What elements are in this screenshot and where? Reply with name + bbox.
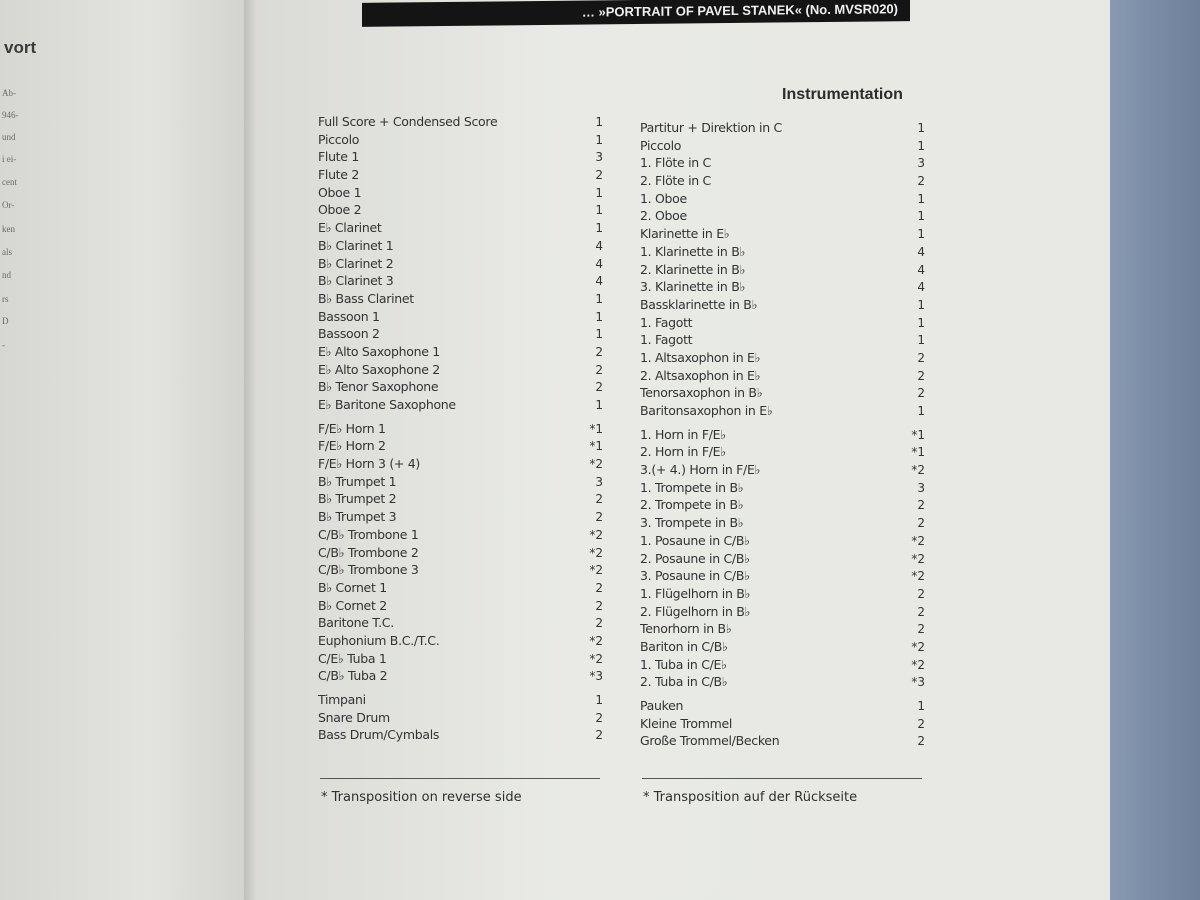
english-instrument-row — [318, 598, 603, 616]
instrument-name: Große Trommel/Becken — [640, 733, 780, 749]
english-instrument-row — [318, 149, 603, 167]
english-instrument-row — [318, 421, 603, 439]
instrument-name: Oboe 1 — [318, 184, 362, 200]
instrument-quantity: 1 — [917, 209, 925, 224]
instrument-name: 3. Posaune in C/B♭ — [640, 568, 750, 584]
left-page-heading: vort — [4, 38, 37, 57]
english-instrument-row — [318, 474, 603, 492]
english-instrument-row — [318, 167, 603, 185]
instrument-name: 2. Trompete in B♭ — [640, 497, 744, 513]
instrument-name: 2. Flügelhorn in B♭ — [640, 603, 751, 619]
instrument-quantity: 2 — [595, 344, 603, 359]
instrument-quantity: 1 — [595, 132, 603, 147]
instrument-quantity: *1 — [589, 439, 603, 454]
instrument-quantity: 4 — [595, 256, 603, 271]
instrument-name: 1. Oboe — [640, 190, 687, 206]
book-gutter — [244, 0, 258, 900]
left-page-text-fragment: rs — [2, 294, 9, 304]
instrument-name: 2. Klarinette in B♭ — [640, 261, 746, 277]
instrument-name: B♭ Trumpet 2 — [318, 491, 397, 507]
german-instrument-row — [640, 515, 925, 533]
german-instrument-row — [640, 208, 925, 226]
instrument-name: Kleine Trommel — [640, 715, 733, 731]
instrument-quantity: *2 — [589, 563, 603, 578]
english-instrument-row — [318, 491, 603, 509]
instrument-name: Baritonsaxophon in E♭ — [640, 403, 773, 418]
instrument-name: Bassoon 1 — [318, 308, 380, 324]
instrument-quantity: 1 — [917, 699, 925, 713]
english-instrument-row — [318, 326, 603, 344]
instrument-quantity: 1 — [595, 291, 603, 306]
instrument-name: F/E♭ Horn 1 — [318, 420, 386, 436]
instrument-quantity: 2 — [595, 380, 603, 395]
instrument-quantity: *2 — [589, 527, 603, 542]
instrument-name: Oboe 2 — [318, 202, 362, 218]
instrument-quantity: 2 — [917, 516, 925, 531]
instrument-name: 1. Fagott — [640, 332, 693, 348]
instrument-quantity: *2 — [589, 457, 603, 472]
instrument-quantity: *2 — [911, 639, 925, 654]
instrument-name: B♭ Cornet 1 — [318, 579, 387, 595]
german-instrument-row — [640, 332, 925, 350]
english-instrument-row — [318, 362, 603, 380]
instrument-name: 3. Klarinette in B♭ — [640, 279, 746, 295]
instrument-quantity: 2 — [595, 580, 603, 595]
english-instrument-row — [318, 256, 603, 274]
german-instrument-row — [640, 155, 925, 173]
instrument-quantity: *2 — [911, 569, 925, 584]
instrument-name: 1. Flöte in C — [640, 155, 711, 171]
instrument-quantity: 2 — [917, 498, 925, 513]
instrument-name: E♭ Alto Saxophone 1 — [318, 343, 440, 359]
left-page-text-fragment: - — [2, 340, 5, 350]
german-instrument-row — [640, 138, 925, 156]
instrument-quantity: 1 — [917, 297, 925, 312]
instrument-quantity: 3 — [595, 150, 603, 165]
german-instrument-row — [640, 385, 925, 403]
english-instrument-row — [318, 185, 603, 203]
left-page-text-fragment: als — [2, 247, 12, 257]
instrument-name: 1. Posaune in C/B♭ — [640, 532, 750, 548]
instrument-quantity: *1 — [589, 421, 603, 436]
left-page-text-fragment: i ei- — [2, 154, 17, 164]
instrument-quantity: 2 — [595, 598, 603, 613]
instrument-name: F/E♭ Horn 3 (+ 4) — [318, 456, 421, 472]
instrument-quantity: 2 — [595, 510, 603, 525]
english-instrument-row — [318, 438, 603, 456]
instrument-quantity: 3 — [917, 480, 925, 495]
instrument-quantity: 1 — [917, 191, 925, 206]
instrument-quantity: 1 — [595, 185, 603, 200]
german-instrument-row — [640, 497, 925, 515]
instrument-quantity: 2 — [917, 734, 925, 749]
instrument-name: B♭ Trumpet 3 — [318, 509, 397, 525]
instrument-quantity: 2 — [595, 616, 603, 631]
german-instrument-row — [640, 657, 925, 675]
instrument-name: C/E♭ Tuba 1 — [318, 650, 387, 666]
instrument-name: 2. Altsaxophon in E♭ — [640, 367, 761, 383]
instrument-name: 1. Klarinette in B♭ — [640, 243, 746, 259]
instrument-name: Bassklarinette in B♭ — [640, 296, 758, 312]
english-instrument-row — [318, 309, 603, 327]
german-instrument-row — [640, 191, 925, 209]
english-instrument-row — [318, 633, 603, 651]
instrument-name: Tenorhorn in B♭ — [640, 621, 732, 637]
english-instrument-row — [318, 114, 603, 132]
german-instrument-row — [640, 533, 925, 551]
left-page — [0, 0, 250, 900]
german-instrument-row — [640, 551, 925, 569]
german-instrument-row — [640, 350, 925, 368]
instrument-name: Euphonium B.C./T.C. — [318, 632, 440, 648]
instrument-quantity: *3 — [911, 675, 925, 690]
german-instrument-row — [640, 226, 925, 244]
instrument-quantity: 1 — [595, 115, 603, 129]
instrument-name: 1. Flügelhorn in B♭ — [640, 585, 751, 601]
german-footnote-rule — [642, 778, 922, 779]
instrument-name: 1. Horn in F/E♭ — [640, 426, 726, 442]
instrument-name: B♭ Trumpet 1 — [318, 473, 397, 489]
instrument-quantity: *3 — [589, 669, 603, 684]
instrument-quantity: 2 — [917, 368, 925, 383]
left-page-text-fragment: Or- — [2, 200, 15, 210]
instrument-quantity: 4 — [917, 280, 925, 295]
instrument-quantity: *2 — [911, 463, 925, 478]
instrument-name: E♭ Clarinet — [318, 220, 382, 236]
instrument-quantity: 2 — [917, 386, 925, 401]
instrument-quantity: 1 — [595, 309, 603, 324]
english-instrument-list — [318, 114, 603, 745]
instrument-name: Flute 1 — [318, 149, 360, 165]
instrument-quantity: 2 — [917, 586, 925, 601]
instrument-quantity: 4 — [595, 274, 603, 289]
instrument-quantity: 2 — [917, 622, 925, 637]
instrument-quantity: *1 — [911, 427, 925, 442]
english-footnote-rule — [320, 778, 600, 779]
instrument-quantity: 1 — [595, 203, 603, 218]
english-instrument-row — [318, 273, 603, 291]
instrument-quantity: 1 — [917, 315, 925, 330]
english-instrument-row — [318, 527, 603, 545]
german-instrument-row — [640, 674, 925, 692]
english-instrument-row — [318, 344, 603, 362]
english-instrument-row — [318, 615, 603, 633]
instrument-name: 2. Flöte in C — [640, 173, 711, 189]
instrument-quantity: *2 — [911, 657, 925, 672]
instrument-name: C/B♭ Trombone 3 — [318, 562, 419, 578]
english-instrument-row — [318, 651, 603, 669]
instrument-name: E♭ Baritone Saxophone — [318, 397, 456, 412]
instrument-name: B♭ Clarinet 3 — [318, 273, 394, 289]
instrument-quantity: 2 — [595, 728, 603, 743]
instrument-quantity: 1 — [917, 121, 925, 135]
left-page-text-fragment: 946- — [2, 110, 19, 120]
german-instrument-row — [640, 315, 925, 333]
instrument-name: F/E♭ Horn 2 — [318, 438, 386, 454]
instrument-name: Tenorsaxophon in B♭ — [640, 385, 763, 401]
instrument-name: 1. Fagott — [640, 314, 693, 330]
german-instrument-row — [640, 698, 925, 716]
instrument-name: 2. Posaune in C/B♭ — [640, 550, 750, 566]
german-instrument-row — [640, 568, 925, 586]
german-instrument-row — [640, 639, 925, 657]
german-instrument-row — [640, 621, 925, 639]
english-instrument-row — [318, 220, 603, 238]
instrument-name: Timpani — [318, 692, 366, 707]
left-page-text-fragment: und — [2, 132, 16, 142]
page-title: Instrumentation — [782, 86, 903, 103]
instrument-quantity: 1 — [917, 138, 925, 153]
instrument-quantity: *1 — [911, 445, 925, 460]
background-surface — [1110, 0, 1200, 900]
left-page-text-fragment: D — [2, 316, 9, 326]
instrument-quantity: 1 — [917, 404, 925, 418]
instrument-quantity: 1 — [917, 227, 925, 242]
instrument-name: 3.(+ 4.) Horn in F/E♭ — [640, 462, 761, 478]
instrument-name: B♭ Clarinet 2 — [318, 255, 394, 271]
instrument-quantity: 2 — [917, 716, 925, 731]
instrument-quantity: *2 — [589, 545, 603, 560]
instrument-quantity: 3 — [595, 474, 603, 489]
german-instrument-row — [640, 444, 925, 462]
instrument-name: Bass Drum/Cymbals — [318, 727, 440, 743]
instrument-name: 1. Trompete in B♭ — [640, 479, 744, 495]
english-instrument-row — [318, 562, 603, 580]
instrument-quantity: 2 — [595, 168, 603, 183]
header-banner: … »PORTRAIT OF PAVEL STANEK« (No. MVSR020) — [362, 0, 910, 27]
instrument-name: E♭ Alto Saxophone 2 — [318, 361, 440, 377]
instrument-name: 1. Altsaxophon in E♭ — [640, 349, 761, 365]
instrument-quantity: *2 — [911, 551, 925, 566]
instrument-name: Partitur + Direktion in C — [640, 120, 782, 135]
english-instrument-row — [318, 509, 603, 527]
instrument-quantity: 1 — [917, 333, 925, 348]
instrument-name: B♭ Clarinet 1 — [318, 237, 394, 253]
instrument-name: Pauken — [640, 698, 684, 713]
instrument-quantity: *2 — [589, 651, 603, 666]
german-instrument-row — [640, 297, 925, 315]
instrument-quantity: 3 — [917, 156, 925, 171]
german-instrument-row — [640, 586, 925, 604]
german-instrument-row — [640, 279, 925, 297]
instrument-quantity: 4 — [595, 238, 603, 253]
english-instrument-row — [318, 456, 603, 474]
english-instrument-row — [318, 727, 603, 745]
instrument-name: 2. Tuba in C/B♭ — [640, 674, 728, 690]
instrument-name: B♭ Cornet 2 — [318, 597, 387, 613]
left-page-text-fragment: ken — [2, 224, 15, 234]
instrument-name: C/B♭ Tuba 2 — [318, 668, 388, 684]
german-instrument-list — [640, 120, 925, 751]
instrument-quantity: 2 — [595, 362, 603, 377]
english-instrument-row — [318, 238, 603, 256]
instrument-quantity: 1 — [595, 693, 603, 707]
instrument-name: 2. Horn in F/E♭ — [640, 444, 726, 460]
instrument-name: B♭ Bass Clarinet — [318, 290, 414, 306]
german-instrument-row — [640, 173, 925, 191]
left-page-text-fragment: cent — [2, 177, 17, 187]
instrument-name: C/B♭ Trombone 2 — [318, 544, 419, 560]
instrument-quantity: 1 — [595, 398, 603, 412]
instrument-quantity: 1 — [595, 221, 603, 236]
instrument-quantity: 2 — [917, 174, 925, 189]
instrument-name: 3. Trompete in B♭ — [640, 515, 744, 531]
instrument-name: Baritone T.C. — [318, 615, 394, 631]
german-instrument-row — [640, 244, 925, 262]
instrument-name: 1. Tuba in C/E♭ — [640, 656, 727, 672]
english-instrument-row — [318, 692, 603, 710]
english-instrument-row — [318, 202, 603, 220]
instrument-quantity: *2 — [589, 633, 603, 648]
instrument-name: Piccolo — [640, 137, 682, 153]
german-instrument-row — [640, 262, 925, 280]
instrument-quantity: 2 — [595, 710, 603, 725]
instrument-quantity: 1 — [595, 327, 603, 342]
english-footnote: * Transposition on reverse side — [321, 790, 522, 805]
german-instrument-row — [640, 120, 925, 138]
instrument-name: Full Score + Condensed Score — [318, 114, 498, 129]
german-instrument-row — [640, 716, 925, 734]
instrument-quantity: 2 — [595, 492, 603, 507]
left-page-text-fragment: Ab- — [2, 88, 16, 98]
english-instrument-row — [318, 291, 603, 309]
english-instrument-row — [318, 132, 603, 150]
instrument-name: 2. Oboe — [640, 208, 687, 224]
german-footnote: * Transposition auf der Rückseite — [643, 790, 858, 805]
instrument-name: Flute 2 — [318, 167, 360, 183]
english-instrument-row — [318, 379, 603, 397]
instrument-name: B♭ Tenor Saxophone — [318, 379, 439, 395]
instrument-quantity: *2 — [911, 533, 925, 548]
german-instrument-row — [640, 480, 925, 498]
instrument-name: Snare Drum — [318, 709, 390, 725]
german-instrument-row — [640, 462, 925, 480]
german-instrument-row — [640, 604, 925, 622]
english-instrument-row — [318, 545, 603, 563]
english-instrument-row — [318, 397, 603, 415]
instrument-quantity: 2 — [917, 350, 925, 365]
german-instrument-row — [640, 427, 925, 445]
instrument-quantity: 4 — [917, 262, 925, 277]
instrument-name: Bassoon 2 — [318, 326, 380, 342]
instrument-quantity: 4 — [917, 244, 925, 259]
instrument-name: Piccolo — [318, 131, 360, 147]
german-instrument-row — [640, 368, 925, 386]
left-page-text-fragment: nd — [2, 270, 11, 280]
english-instrument-row — [318, 668, 603, 686]
english-instrument-row — [318, 710, 603, 728]
english-instrument-row — [318, 580, 603, 598]
instrument-name: Bariton in C/B♭ — [640, 638, 728, 654]
german-instrument-row — [640, 733, 925, 751]
instrument-quantity: 2 — [917, 604, 925, 619]
instrument-name: Klarinette in E♭ — [640, 226, 730, 242]
german-instrument-row — [640, 403, 925, 421]
instrument-name: C/B♭ Trombone 1 — [318, 526, 419, 542]
